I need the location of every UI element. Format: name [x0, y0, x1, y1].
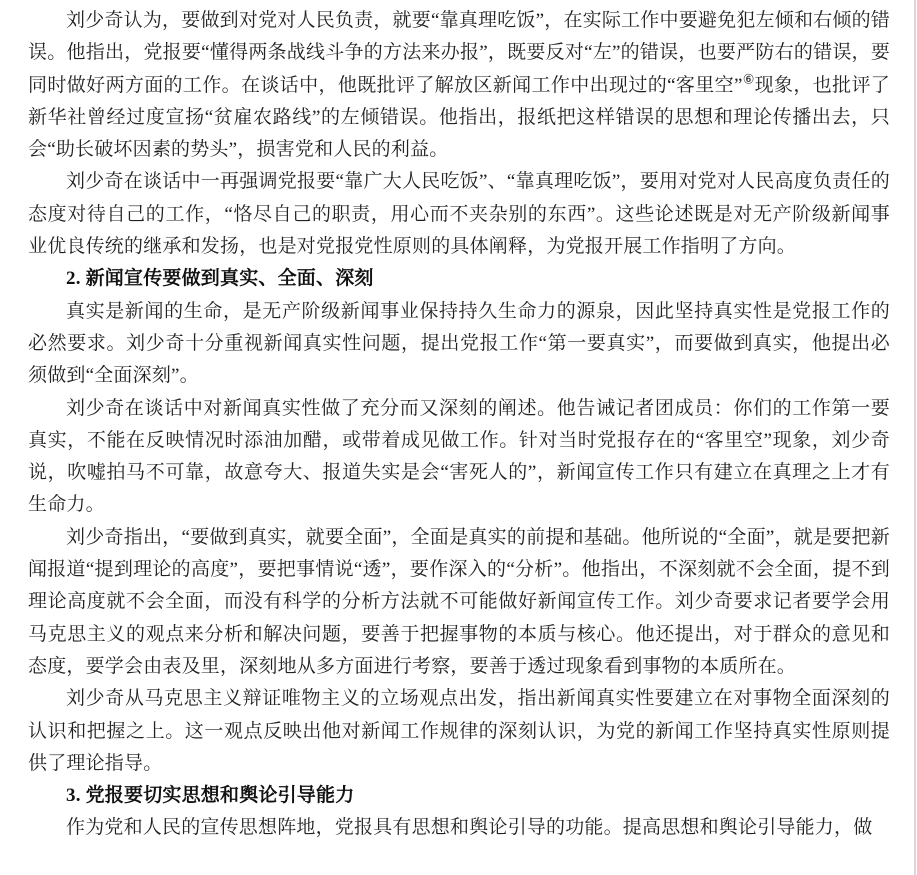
paragraph-text: 刘少奇认为，要做到对党对人民负责，就要“靠真理吃饭”，在实际工作中要避免犯左倾和右倾的错误。他指出，党报要“懂得两条战线斗争的方法来办报”，既要反对“左”的错误，也要严防右的错误，要同时做好两方面的工作。在谈话中，他既批评了解放区新闻工作中出现过的“客里空” [28, 10, 890, 96]
paragraph-propaganda-front: 作为党和人民的宣传思想阵地，党报具有思想和舆论引导的功能。提高思想和舆论引导能力，做 [66, 817, 873, 839]
section-heading-2-truthfulness: 2. 新闻宣传要做到真实、全面、深刻 [66, 268, 374, 290]
page-edge-line [914, 0, 916, 875]
section-heading-3-guidance-ability: 3. 党报要切实思想和舆论引导能力 [66, 785, 355, 807]
paragraph-text: 现象，也批评了新华社曾经过度宣扬“贫雇农路线”的左倾错误。他指出，报纸把这样错误的思想和理论传播出去，只会“助长破坏因素的势头”，损害党和人民的利益。 [28, 74, 891, 161]
paragraph-rely-on-truth: 刘少奇在谈话中一再强调党报要“靠广大人民吃饭”、“靠真理吃饭”，要用对党对人民高度负责任的态度对待自己的工作，“恪尽自己的职责，用心而不夹杂别的东西”。这些论述既是对无产阶级新闻事业优良传统的继承和发扬，也是对党报党性原则的具体阐释，为党报开展工作指明了方向。 [28, 171, 890, 258]
paragraph-dialectical-materialism: 刘少奇从马克思主义辩证唯物主义的立场观点出发，指出新闻真实性要建立在对事物全面深刻的认识和把握之上。这一观点反映出他对新闻工作规律的深刻认识，为党的新闻工作坚持真实性原则提供了理论指导。 [28, 688, 890, 774]
footnote-marker-6: ⑥ [742, 71, 755, 87]
paragraph-warning-to-reporters: 刘少奇在谈话中对新闻真实性做了充分而又深刻的阐述。他告诫记者团成员：你们的工作第一要真实，不能在反映情况时添油加醋，或带着成见做工作。针对当时党报存在的“客里空”现象，刘少奇说，吹嘘拍马不可靠，故意夸大、报道失实是会“害死人的”，新闻宣传工作只有建立在真理之上才有生命力。 [28, 397, 890, 516]
paragraph-comprehensive-and-deep: 刘少奇指出，“要做到真实，就要全面”，全面是真实的前提和基础。他所说的“全面”，就是要把新闻报道“提到理论的高度”，要把事情说“透”，要作深入的“分析”。他指出，不深刻就不会全面，提不到理论高度就不会全面，而没有科学的分析方法就不可能做好新闻宣传工作。刘少奇要求记者要学会用马克思主义的观点来分析和解决问题，要善于把握事物的本质与核心。他还提出，对于群众的意见和态度，要学会由表及里，深刻地从多方面进行考察，要善于透过现象看到事物的本质所在。 [28, 526, 890, 677]
paragraph-party-responsibility [28, 5, 890, 166]
paragraph-truth-is-life-of-news: 真实是新闻的生命，是无产阶级新闻事业保持持久生命力的源泉，因此坚持真实性是党报工作的必然要求。刘少奇十分重视新闻真实性问题，提出党报工作“第一要真实”，而要做到真实，他提出必须做到“全面深刻”。 [28, 300, 890, 387]
